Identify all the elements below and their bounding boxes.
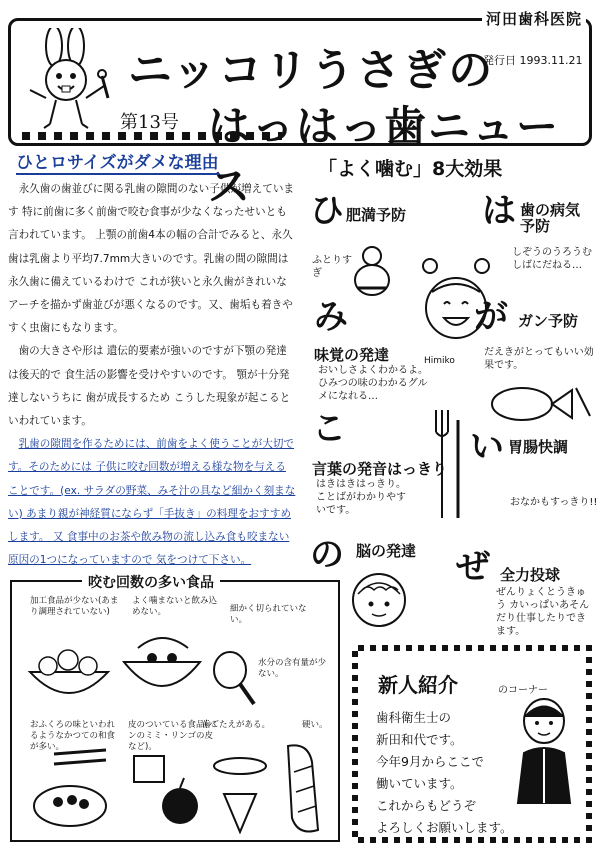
issue-date: 発行日 1993.11.21 — [483, 54, 583, 67]
food-note: 皮のついている食品(パンのミミ・リンゴの皮など)。 — [128, 720, 217, 752]
effect-note: おなかもすっきり!! — [510, 497, 598, 508]
issue-number: 第13号 — [120, 112, 179, 133]
staff-portrait-icon — [508, 695, 580, 805]
natto-bowl-icon — [30, 780, 110, 832]
effect-note: ぜんりょくとうきゅう カいっぱいあそんだり仕事したりできます。 — [496, 587, 590, 637]
fish-icon — [482, 376, 592, 432]
rabbit-mascot-icon — [16, 28, 116, 136]
effect-label: 全力投球 — [500, 566, 561, 584]
foods-title: 咬む回数の多い食品 — [82, 572, 220, 592]
food-note: 加工食品が少ない(あまり調理されていない) — [30, 596, 119, 617]
food-note: おふくろの味といわれるようなかつての和食が多い。 — [30, 720, 116, 752]
staff-title-sub: のコーナー — [498, 685, 548, 696]
staff-intro-inner — [358, 651, 586, 837]
article-paragraph: 歯の大きさや形は 遺伝的要素が強いのですが下顎の発達は後天的で 食生活の影響を受けやすいのです。 顎が十分発達しないうちに 歯が成長するため こうした現象が起こるといわれています。 — [8, 345, 291, 428]
vegetables-icon — [210, 754, 270, 834]
effect-item — [456, 547, 590, 637]
effect-item — [310, 535, 417, 575]
effect-label: 歯の病気予防 — [520, 201, 581, 235]
food-note: 細かく切られていない。 — [230, 604, 307, 625]
baguette-icon — [274, 742, 336, 836]
staff-line: これからもどうぞ — [376, 798, 477, 813]
effect-note: だえきがとってもいい効果です。 — [484, 347, 594, 371]
effect-label: 脳の発達 — [356, 542, 417, 560]
effect-kana: は — [482, 191, 516, 231]
salad-bowl-icon — [26, 638, 112, 708]
effect-kana: こ — [312, 409, 346, 449]
article-title: ひとロサイズがダメな理由 — [16, 148, 219, 175]
food-note: よく噛まないと飲み込めない。 — [132, 596, 218, 617]
effect-label: 胃腸快調 — [508, 438, 569, 456]
staff-intro-box — [352, 645, 592, 843]
chopsticks-icon — [52, 748, 108, 784]
staff-title: 新人紹介 — [378, 673, 458, 697]
effect-kana: み — [314, 297, 348, 337]
article-paragraph: 乳歯の隙間を作るためには、前歯をよく使うことが大切です。そのためには 子供に咬む回数が増える様な物を与えることです。(ex. サラダの野菜、みそ汁の具など細かく刻まない) あまり親が神経質にならず「手抜き」の料理をおすすめします。 又 食事中のお茶や飲み物の流し込み食も咬まない原因の1つになっていますので 気をつけて下さい。 — [8, 438, 296, 567]
sumo-icon — [350, 244, 394, 300]
staff-line: 今年9月からここで — [376, 754, 484, 769]
chicken-leg-icon — [212, 648, 260, 708]
himiko-label: Himiko — [424, 356, 455, 366]
effect-label: ガン予防 — [518, 312, 579, 330]
effect-item — [482, 191, 592, 271]
food-note: 硬い。 — [302, 720, 328, 730]
apple-bread-icon — [130, 750, 210, 830]
effect-kana: ひ — [310, 191, 344, 231]
effect-note: おいしさよくわかるよ。ひみつの味のわかるグルメになれる… — [318, 365, 428, 402]
title-line-1: ニッコリうさぎの — [128, 45, 495, 96]
effect-note: ふとりすぎ — [312, 255, 352, 279]
food-note: 水分の含有量が少ない。 — [258, 658, 327, 679]
effect-kana: い — [470, 427, 504, 467]
staff-line: よろしくお願いします。 — [376, 820, 513, 835]
title-line-2: はっはっ歯ニュース — [208, 102, 561, 211]
effect-label: 肥満予防 — [346, 206, 407, 224]
effect-kana: の — [310, 535, 344, 575]
food-note: 歯ごたえがある。 — [202, 720, 271, 730]
staff-line: 働いています。 — [376, 776, 463, 791]
effect-item — [310, 191, 407, 279]
effect-item — [312, 409, 448, 516]
effects-title: 「よく噛む」8大効果 — [318, 158, 503, 180]
effect-item — [314, 297, 428, 402]
effect-label: 味覚の発達 — [314, 346, 390, 364]
effect-kana: が — [474, 297, 508, 337]
brain-icon — [348, 570, 410, 628]
effect-note: はきはきはっきり。ことばがわかりやすいです。 — [316, 479, 406, 516]
clinic-name: 河田歯科医院 — [482, 8, 586, 29]
effect-item — [474, 297, 594, 371]
chewy-foods-box — [10, 575, 340, 842]
effect-label: 言葉の発音はっきり — [312, 460, 448, 478]
effect-item — [470, 427, 598, 508]
effect-kana: ぜ — [456, 547, 490, 587]
article-paragraph: 永久歯の歯並びに関る乳歯の隙間のない子供が増えています 特に前歯に多く前歯で咬む食事が少なくなったせいとも言われています。 上顎の前歯4本の幅の合計でみると、永久歯は乳歯より平均7.7mm大きいのです。乳歯の間の隙間は永久歯に備えているわけで これが狭いと永久歯がきれいなアーチを描かず歯並びが悪くなるのです。又、歯垢も着きやすく虫歯にもなります。 — [8, 183, 295, 335]
effect-note: しぞうのうろうむしばにだねる… — [512, 247, 592, 271]
stew-bowl-icon — [118, 622, 206, 702]
staff-line: 歯科衛生士の — [376, 710, 452, 725]
article-body — [8, 178, 296, 572]
eight-effects-section — [306, 150, 596, 645]
staff-line: 新田和代です。 — [376, 732, 463, 747]
